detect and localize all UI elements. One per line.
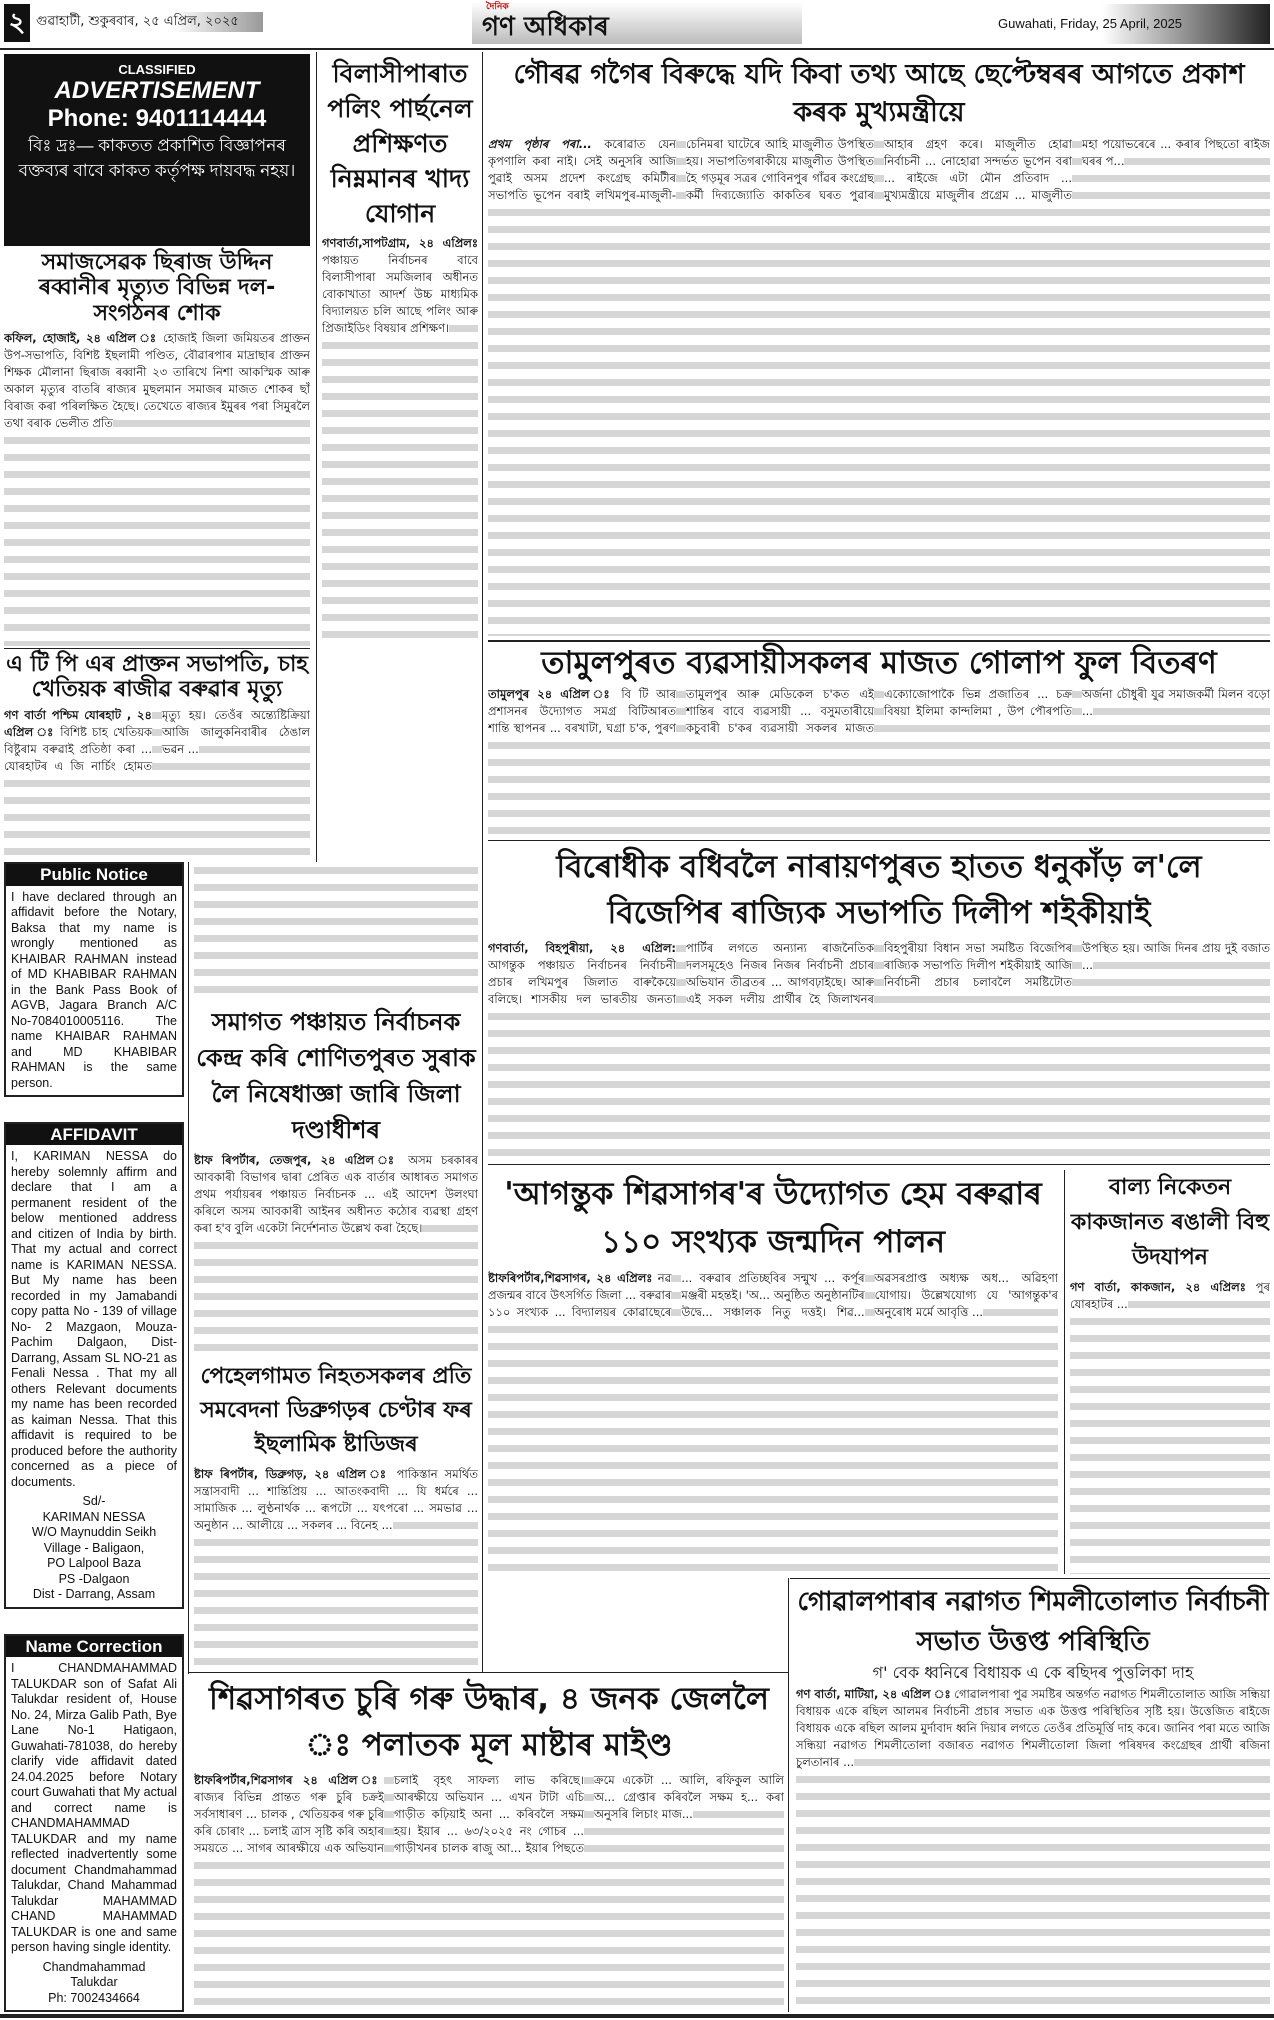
subheadline-goalpara: গ' বেক ধ্বনিৰে বিধায়ক এ কে ৰছিদৰ পুত্তলিকা দাহ (796, 1664, 1270, 1682)
sig-line: Village - Baligaon, (43, 1540, 145, 1555)
headline-sivasagar: শিৱসাগৰত চুৰি গৰু উদ্ধাৰ, ৪ জনক জেললৈ ঃ পলাতক মূল মাষ্টাৰ মাইণ্ড (194, 1676, 784, 1768)
affidavit-signature (6, 1494, 182, 1607)
headline-goalpara: গোৱালপাৰাৰ নৱাগত শিমলীতোলাত নিৰ্বাচনী সভাত উত্তপ্ত পৰিস্থিতি (796, 1582, 1270, 1662)
headline-agantuk: 'আগন্তুক শিৱসাগৰ'ৰ উদ্যোগত হেম বৰুৱাৰ ১১০ সংখ্যক জন্মদিন পালন (488, 1170, 1058, 1266)
headline-bilasipara: বিলাসীপাৰাত পলিং পাৰ্ছনেল প্ৰশিক্ষণত নিম্নমানৰ খাদ্য যোগান (322, 56, 478, 231)
headline-sonitpur: সমাগত পঞ্চায়ত নিৰ্বাচনক কেন্দ্ৰ কৰি শোণিতপুৰত সুৰাক লৈ নিষেধাজ্ঞা জাৰি জিলা দণ্ডাধীশৰ (194, 1004, 478, 1148)
headline-gourav-gogoi: গৌৰৱ গগৈৰ বিৰুদ্ধে যদি কিবা তথ্য আছে ছেপ্টেম্বৰৰ আগতে প্ৰকাশ কৰক মুখ্যমন্ত্ৰীয়ে (488, 56, 1270, 132)
byline: ষ্টাফৰিপৰ্টাৰ,শিৱসাগৰ, ২৪ এপ্ৰিলঃ (488, 1271, 653, 1285)
public-notice (4, 862, 184, 1097)
byline: কফিল, হোজাই, ২৪ এপ্ৰিল ঃ (4, 330, 158, 345)
sig-line: Chandmahammad (42, 1959, 146, 1974)
balya-block (1070, 1170, 1270, 1574)
sig-line: Ph: 7002434664 (48, 1990, 140, 2005)
story-bilasipara (322, 235, 478, 640)
byline: ষ্টাফৰিপৰ্টাৰ,শিৱসাগৰ ২৪ এপ্ৰিল ঃ (194, 1773, 384, 1787)
logo-small: দৈনিক (486, 2, 509, 12)
byline: ষ্টাফ ৰিপৰ্টাৰ, ডিব্ৰুগড়, ২৪ এপ্ৰিল ঃ (194, 1467, 390, 1481)
sig-line: KARIMAN NESSA (42, 1509, 146, 1524)
sig-line: W/O Maynuddin Seikh (31, 1525, 157, 1540)
name-correction-title: Name Correction (6, 1636, 182, 1658)
byline: ষ্টাফ ৰিপৰ্টাৰ, তেজপুৰ, ২৪ এপ্ৰিল ঃ (194, 1153, 400, 1167)
public-notice-body: I have declared through an affidavit before the Notary, Baksa that my name is wrongly mentioned as KHAIBAR RAHMAN instead of MD KHABIBAR RAHMAN in the Bank Pass Book of AGVB, Jagara Branch A/C No-7084010005116. The name KHAIBAR RAHMAN and MD KHABIBAR RAHMAN is the same person. (11, 889, 177, 1090)
story-sonitpur (194, 1152, 478, 1354)
classified-ad-box (4, 54, 310, 246)
narayanpur-block (488, 844, 1270, 1160)
headline-narayanpur: বিৰোধীক বধিবলৈ নাৰায়ণপুৰত হাতত ধনুকাঁড় ল'লে বিজেপিৰ ৰাজ্যিক সভাপতি দিলীপ শইকীয়াই (488, 844, 1270, 936)
story-sivasagar (194, 1772, 784, 2010)
story-text: কৰোৱাত যেন কৃপণালি কৰা নাই। সেই অনুসৰি আজি পুৱাই অসম প্ৰদেশ কংগ্ৰেছ কমিটীৰ সভাপতি ভূপেন বৰাই লখিমপুৰ-মাজুলী-চেনিমৰা ঘাটেৰে আহি মাজুলীত উপস্থিত হয়। সভাপতিগৰাকীয়ে মাজুলীত উপস্থিত হৈ গড়মূৰ সত্ৰৰ গোবিনপুৰ গাঁৱৰ কংগ্ৰেছ কৰ্মী দিব্যজ্যোতি কাকতিৰ ঘৰত পুৱাৰ আহাৰ গ্ৰহণ কৰে। মাজুলীত হোৱা নিৰ্বাচনী ... নোহোৱা সন্দৰ্ভত ভূপেন বৰা ... ৰাইজে এটা মৌন প্ৰতিবাদ ... মুখ্যমন্ত্ৰীয়ে মাজুলীৰ প্ৰগ্ৰেম ... মাজুলীত মহা পয়োভৰেৰে ... কৰাৰ পিছতো ৰাইজ ঘৰৰ প... (488, 137, 1270, 202)
classified-disclaimer: বিঃ দ্ৰঃ— কাকতত প্ৰকাশিত বিজ্ঞাপনৰ বক্তব্যৰ বাবে কাকত কৰ্তৃপক্ষ দায়বদ্ধ নহয়। (18, 136, 296, 180)
classified-label: CLASSIFIED (118, 62, 196, 77)
story-text: পাকিস্তান সমৰ্থিত সন্ত্ৰাসবাদী ... শান্তিপ্ৰিয় ... আতংকবাদী ... যি ধৰ্মৰে ... সামাজিক ... লুণ্ঠনাৰ্থক ... ৰূপটো ... যৎপৰো ... সমভাৱ ... অনুষ্ঠান ... আলীয়ে ... সকলৰ ... বিনেহ ... (194, 1467, 478, 1532)
advertisement-label: ADVERTISEMENT (54, 77, 260, 104)
affidavit-body: I, KARIMAN NESSA do hereby solemnly affirm and declare that I am a permanent resident of the below mentioned address and citizen of India by birth. That my actual and correct name is KARIMAN NESSA. But My name has been recorded in my Jamabandi copy patta No - 139 of village No- 2 Mazgaon, Mouza-Pachim Dalgaon, Dist-Darrang, Assam SL NO-21 as Fenali Nessa . That my all others Relevant documents my name has been recorded as kaiman Nessa. That this affidavit is required to be produced before the authority concerned as a piece of documents. (11, 1149, 177, 1489)
masthead-logo (472, 2, 802, 44)
byline: গণবাৰ্তা,সাপটগ্ৰাম, ২৪ এপ্ৰিলঃ (322, 236, 478, 250)
story-text: পঞ্চায়ত নিৰ্বাচনৰ বাবে বিলাসীপাৰা সমজিলাৰ অধীনত বোকাখাতা আদৰ্শ উচ্চ মাধ্যমিক বিদ্যালয়ত চলি আছে পলিং আৰু প্ৰিজাইডিং বিষয়াৰ প্ৰশিক্ষণ। (322, 253, 478, 335)
header-date-local: গুৱাহাটী, শুকুৰবাৰ, ২৫ এপ্ৰিল, ২০২৫ (36, 12, 263, 32)
agantuk-block (488, 1170, 1058, 1574)
header-date-english (990, 4, 1270, 44)
story-narayanpur (488, 940, 1270, 1160)
story-text: অসম চৰকাৰৰ আবকাৰী বিভাগৰ দ্বাৰা প্ৰেৰিত এক বাৰ্তাৰ আধাৰত সমাগত প্ৰথম পৰ্যায়ৰৰ পঞ্চায়ত নিৰ্বাচনক ... এই আদেশ উলংঘা কৰিলে অসম আবকাৰী আইনৰ অধীনত কঠোৰ ব্যৱস্থা গ্ৰহণ কৰা হ'ব বুলি একেটা নিৰ্দেশনাত উল্লেখ কৰা হৈছে। (194, 1153, 478, 1235)
sivasagar-block (194, 1676, 784, 2010)
story-gourav-gogoi (488, 136, 1270, 636)
name-correction-notice (4, 1634, 184, 2013)
logo-main: গণ অধিকাৰ (482, 12, 609, 42)
gourav-block (488, 56, 1270, 636)
sig-line: PS -Dalgaon (58, 1571, 130, 1586)
story-text: ৰাজ্যৰ বিভিন্ন প্ৰান্তত গৰু চুৰি চক্ৰই সৰ্বসাধাৰণ ... চালক , খেতিয়কৰ গৰু চুৰি কৰি চোৰাং ... চলাই ত্ৰাস সৃষ্টি কৰি অহাৰ সময়তে ... সাগৰ আৰক্ষীয়ে এক অভিযান চলাই বৃহৎ সাফল্য লাভ কৰিছে। আৰক্ষীয়ে অভিযান ... এখন টাটা এচি গাড়ীত কঢ়িয়াই অনা ... কৰিবলৈ সক্ষম হয়। ইয়াৰ ... ৬৩/২০২৫ নং গোচৰ ... গাড়ীখনৰ চালক ৰাজু আ... ইয়াৰ পিছতে ক্ৰমে একেটা ... আলি, ৰফিকুল আলি অ... গ্ৰেপ্তাৰ কৰিবলৈ সক্ষম হ... কৰা অনুসৰি লিচাং মাজ... (194, 1773, 784, 1855)
public-notice-title: Public Notice (6, 864, 182, 886)
sig-line: Sd/- (82, 1494, 106, 1509)
headline-rabbani: সমাজসেৱক ছিৰাজ উদ্দিন ৰব্বানীৰ মৃত্যুত বিভিন্ন দল-সংগঠনৰ শোক (4, 250, 310, 326)
sig-line: PO Lalpool Baza (47, 1556, 141, 1571)
name-correction-signature (6, 1960, 182, 2011)
story-text: গোৱালপাৰা পুৱ সমষ্টিৰ অন্তৰ্গত নৱাগত শিমলীতোলাত আজি সন্ধিয়া বিধায়ক একে ৰছিল আলমৰ নিৰ্বাচনী প্ৰচাৰ সভাত এক উত্তপ্ত পৰিস্থিতিৰ সৃষ্টি হয়। উত্তেজিত ৰাইজে বিধায়ক একে ৰছিল আলম মুৰ্দাবাদ ধ্বনি দিয়াৰ লগতে তেওঁৰ প্ৰতিমূৰ্ত্তি দাহ কৰে। জানিব পৰা মতে আজি সন্ধিয়া নৱাগত শিমলীতোলা বজাৰত নৱাগত শিমলীতোলা জিলা পৰিষদৰ কংগ্ৰেছৰ প্ৰাৰ্থী ৰজিনা চুলতানাৰ ... (796, 1687, 1270, 1770)
sonitpur-pahalgam-block (194, 1004, 478, 1668)
story-agantuk (488, 1270, 1058, 1574)
byline: গণ বাৰ্তা পশ্চিম যোৰহাট , ২৪ এপ্ৰিল ঃ (4, 707, 152, 739)
headline-balya-niketan: বাল্য নিকেতন কাকজানত ৰঙালী বিহু উদযাপন (1070, 1170, 1270, 1275)
story-pahalgam (194, 1466, 478, 1668)
sig-line: Dist - Darrang, Assam (32, 1587, 156, 1602)
sig-line: Talukdar (70, 1975, 118, 1989)
story-text: পুৰ যোৰহাটৰ ... (1070, 1280, 1270, 1311)
story-text: আগন্তুক পঞ্চায়ত নিৰ্বাচনৰ নিৰ্বাচনী প্ৰচাৰ লখিমপুৰ জিলাত বাৰুকৈয়ে বলিছে। শাসকীয় দল ভাৰতীয় জনতা পাৰ্টিৰ লগতে অন্যান্য ৰাজনৈতিক দলসমূহেও নিজৰ নিজৰ নিৰ্বাচনী প্ৰচাৰ অভিযান তীব্ৰতৰ ... আগবঢ়াইছে। আৰু এই সকল দলীয় প্ৰাৰ্থীৰ হৈ জিলাখনৰ বিহপুৰীয়া বিধান সভা সমষ্টিত বিজেপিৰ ৰাজ্যিক সভাপতি দিলীপ শইকীয়াই আজি নিৰ্বাচনী প্ৰচাৰ চলাবলৈ সমষ্টিটোত উপস্থিত হয়। আজি দিনৰ প্ৰায় দুই বজাত ... (488, 941, 1270, 1006)
page-header (0, 0, 1274, 46)
affidavit-title: AFFIDAVIT (6, 1124, 182, 1146)
notices-column (4, 862, 184, 2012)
rabbani-block (4, 250, 310, 646)
page-number: ২ (4, 4, 30, 42)
byline: গণবাৰ্তা, বিহপুৰীয়া, ২৪ এপ্ৰিল: (488, 941, 676, 955)
story-text: বি টি আৰ প্ৰশাসনৰ উদ্যোগত সমগ্ৰ বিটিআৰত শান্তি স্থাপনৰ ... বৰখাটা, ঘগ্ৰা চ'ক, পুৰণ তামুলপুৰ আৰু মেডিকেল চ'কত এই শান্তিৰ বাবে ব্যৱসায়ী ... বসুমতাৰীয়ে কচুবাৰী চ'কৰ ব্যৱসায়ী সকলৰ মাজত এক্যোজোপাকৈ ভিন্ন প্ৰজাতিৰ ... চক্ৰ বিষয়া ইলিমা কান্দলিমা , উপ পৌৰপতি অৰ্জনা চৌধুৰী যুৱ সমাজকৰ্মী মিলন বড়ো ... (488, 686, 1270, 735)
date-english-text: Guwahati, Friday, 25 April, 2025 (998, 16, 1183, 31)
story-atp (4, 707, 310, 858)
story-balya-niketan (1070, 1279, 1270, 1574)
atp-block (4, 652, 310, 858)
headline-atp: এ টি পি এৰ প্ৰাক্তন সভাপতি, চাহ খেতিয়ক ৰাজীৱ বৰুৱাৰ মৃত্যু (4, 652, 310, 703)
name-correction-body: I CHANDMAHAMMAD TALUKDAR son of Safat Ali Talukdar resident of, House No. 24, Mirza Galib Path, Bye Lane No-1 Hatigaon, Guwahati-781038, do hereby clarify vide affidavit dated 24.04.2025 before Notary court Guwahati that My actual and correct name is CHANDMAHAMMAD TALUKDAR and my name reflected inadvertently some document Chandmahammad Talukdar, Chand Mahammad Talukdar MAHAMMAD CHAND MAHAMMAD TALUKDAR is one and same person having single identity. (11, 1661, 177, 1954)
byline: গণ বাৰ্তা, মাটিয়া, ২৪ এপ্ৰিল ঃ (796, 1687, 951, 1702)
story-rabbani (4, 330, 310, 646)
headline-pahalgam: পেহেলগামত নিহতসকলৰ প্ৰতি সমবেদনা ডিব্ৰুগড়ৰ চেণ্টাৰ ফৰ ইছলামিক ষ্টাডিজৰ (194, 1360, 478, 1462)
classified-phone: Phone: 9401114444 (47, 105, 267, 132)
headline-tamulpur: তামুলপুৰত ব্যৱসায়ীসকলৰ মাজত গোলাপ ফুল বিতৰণ (488, 646, 1270, 682)
tamulpur-block (488, 646, 1270, 836)
goalpara-block (796, 1582, 1270, 2010)
byline: গণ বাৰ্তা, কাকজান, ২৪ এপ্ৰিলঃ (1070, 1280, 1246, 1294)
story-text: হোজাই জিলা জমিয়তৰ প্ৰাক্তন উপ-সভাপতি, বিশিষ্ট ইছলামী পণ্ডিত, বৌৱাৰপাৰ মাদ্ৰাছাৰ প্ৰাক্তন শিক্ষক মৌলানা ছিৰাজ ৰব্বানী ২৩ তাৰিখে নিশা আকস্মিক আৰু অকাল মৃত্যুৰ বাতৰি ৰাজ্যৰ মুছলমান সমাজৰ মাজত শোকৰ ছাঁ বিৰাজ কৰা পৰিলক্ষিত হৈছে। তেখেতে ৰাজ্যৰ ইমুৰৰ পৰা সিমুৰলৈ তথা বৰাক ভেলীত প্ৰতি (4, 330, 310, 430)
byline: প্ৰথম পৃষ্ঠাৰ পৰা... (488, 137, 592, 151)
story-goalpara (796, 1686, 1270, 2010)
story-tamulpur (488, 686, 1270, 836)
byline: তামুলপুৰ ২৪ এপ্ৰিল ঃ (488, 686, 614, 701)
affidavit-notice (4, 1122, 184, 1609)
story-text: বিশিষ্ট চাহ খেতিয়ক বিষ্টুৰাম বৰুৱাই প্ৰতিষ্ঠা কৰা ... যোৰহাটৰ এ জি নাৰ্চিং হোমত মৃত্যু হয়। তেওঁৰ অন্ত্যেষ্টিক্ৰিয়া আজি জালুকনিবাৰীৰ ঠেঙাল ভৱন ... (4, 707, 310, 773)
bilasipara-block (322, 56, 478, 640)
story-text: নৱ প্ৰজন্মৰ বাবে উৎসৰ্গিত জিলা ... বৰুৱাৰ ১১০ সংখ্যক ... বিদ্যালয়ৰ কোৱাছেৰে ... বৰুৱাৰ প্ৰতিচ্ছবিৰ সন্মুখ ... কৰ্পূৰ মঞ্জৰী মহন্তই। 'অ... অনুষ্ঠিত অনুষ্ঠানটিৰ উদ্বে... সঞ্চালক নিতু দত্তই। শিৱ... অৱসৰপ্ৰাপ্ত অধ্যক্ষ অধ... অৱিহণা যোগায়। উল্লেখযোগ্য যে 'আগন্তুক'ৰ অনুৰোধ মৰ্মে আবৃত্তি ... (488, 1271, 1058, 1319)
story-atp-continued (194, 862, 478, 998)
